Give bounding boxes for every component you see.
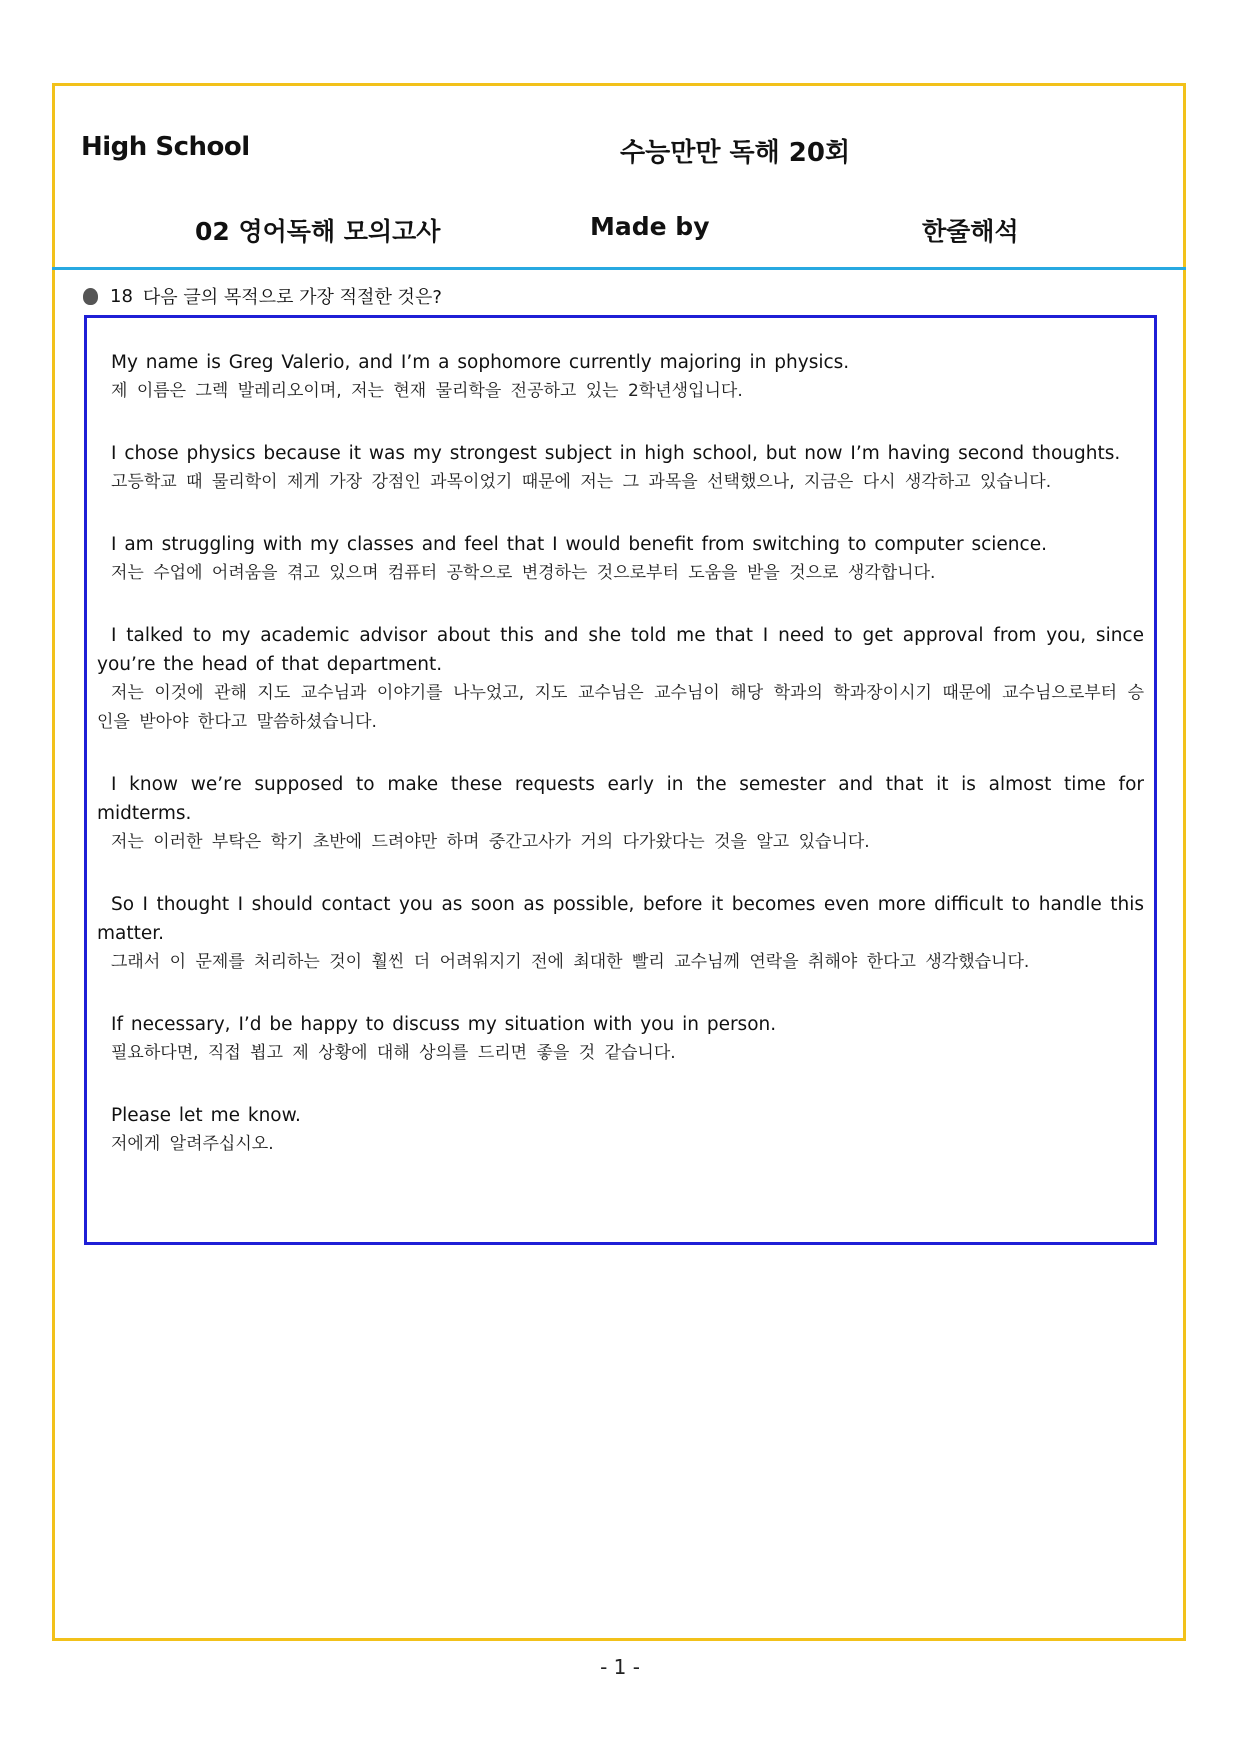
korean-translation: 고등학교 때 물리학이 제게 가장 강점인 과목이었기 때문에 저는 그 과목을 선택했으나, 지금은 다시 생각하고 있습니다. (111, 472, 1052, 492)
paragraph (97, 621, 1144, 737)
english-sentence: So I thought I should contact you as soon as possible, before it becomes even more difficult to handle this matter. (97, 894, 1144, 944)
exam-title: 수능만만 독해 20회 (620, 138, 851, 168)
question-heading (83, 283, 442, 309)
exam-series-label: 02 영어독해 모의고사 (195, 217, 441, 246)
paragraph (97, 1010, 1144, 1068)
english-sentence: I talked to my academic advisor about this and she told me that I need to get approval from you, since you’re the head of that department. (97, 625, 1144, 675)
korean-translation: 저는 수업에 어려움을 겪고 있으며 컴퓨터 공학으로 변경하는 것으로부터 도움을 받을 것으로 생각합니다. (111, 563, 936, 583)
header-divider (52, 267, 1186, 270)
korean-translation: 그래서 이 문제를 처리하는 것이 훨씬 더 어려워지기 전에 최대한 빨리 교수님께 연락을 취해야 한다고 생각했습니다. (111, 952, 1030, 972)
paragraph (97, 439, 1144, 497)
page-frame (52, 83, 1186, 1641)
header-top (55, 86, 1183, 206)
bullet-icon (83, 288, 98, 305)
korean-translation: 저에게 알려주십시오. (111, 1134, 274, 1154)
korean-translation: 필요하다면, 직접 뵙고 제 상황에 대해 상의를 드리면 좋을 것 같습니다. (111, 1043, 676, 1063)
question-prompt: 다음 글의 목적으로 가장 적절한 것은? (142, 287, 442, 308)
english-sentence: I chose physics because it was my strongest subject in high school, but now I’m having second thoughts. (111, 443, 1121, 464)
paragraph (97, 530, 1144, 588)
paragraph (97, 890, 1144, 977)
paragraph (97, 348, 1144, 406)
header-subtitle-row (55, 206, 1183, 266)
question-number: 18 (110, 285, 133, 307)
korean-translation: 제 이름은 그렉 발레리오이며, 저는 현재 물리학을 전공하고 있는 2학년생입니다. (111, 381, 743, 401)
passage-box (84, 315, 1157, 1245)
made-by-label: Made by (590, 212, 710, 241)
school-label: High School (81, 132, 250, 162)
english-sentence: I know we’re supposed to make these requests early in the semester and that it is almost time for midterms. (97, 774, 1144, 824)
english-sentence: Please let me know. (111, 1105, 301, 1126)
paragraph (97, 770, 1144, 857)
paragraph (97, 1101, 1144, 1159)
english-sentence: I am struggling with my classes and feel that I would benefit from switching to computer science. (111, 534, 1047, 555)
korean-translation: 저는 이러한 부탁은 학기 초반에 드려야만 하며 중간고사가 거의 다가왔다는 것을 알고 있습니다. (111, 832, 870, 852)
english-sentence: If necessary, I’d be happy to discuss my situation with you in person. (111, 1014, 777, 1035)
translation-type-label: 한줄해석 (922, 217, 1019, 246)
korean-translation: 저는 이것에 관해 지도 교수님과 이야기를 나누었고, 지도 교수님은 교수님이 해당 학과의 학과장이시기 때문에 교수님으로부터 승인을 받아야 한다고 말씀하셨습니다. (97, 683, 1144, 732)
page-number: - 1 - (600, 1655, 640, 1679)
english-sentence: My name is Greg Valerio, and I’m a sophomore currently majoring in physics. (111, 352, 850, 373)
